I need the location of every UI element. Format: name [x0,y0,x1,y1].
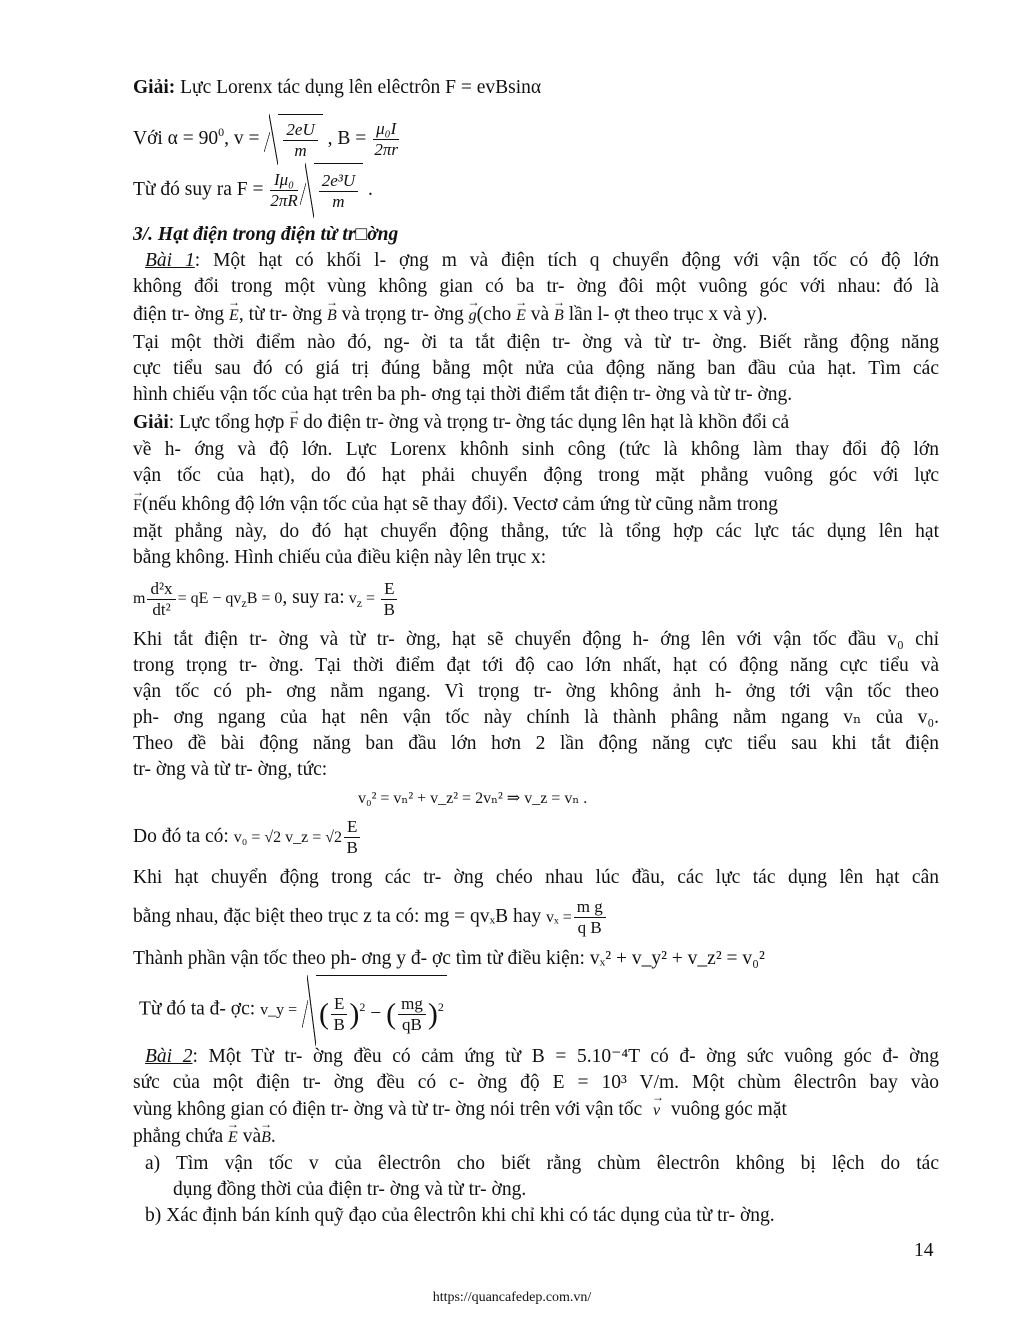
text: , B = [327,128,367,149]
footer-url: https://quancafedep.com.vn/ [432,1290,592,1305]
text: và trọng tr- ờng [341,304,464,325]
text: vuông góc mặt [671,1099,787,1120]
giai1-line-11 [133,731,939,757]
text: , từ tr- ờng [238,304,323,325]
vector-F: → F [289,411,298,437]
bai2-line-2 [133,1070,939,1096]
exercise-label: Bài 2 [145,1046,193,1067]
text: Do đó ta có: [133,826,229,847]
text: Tại một thời điểm nào đó, ng- ời ta tắt điện tr- ờng và từ tr- ờng. Biết rằng động năng [133,332,939,353]
superscript: 0 [218,125,225,139]
giai1-line-1 [133,410,789,437]
text: . [270,1126,276,1147]
giai1-line-8 [133,653,939,679]
giai1-line-5 [133,519,939,545]
section-title: 3/. Hạt điện trong điện từ tr□ờng [133,224,399,245]
text: , v = [224,128,260,149]
text: về h- ớng và độ lớn. Lực Lorenx khônh sinh công (tức là không làm thay đổi độ lớn [133,439,939,460]
subscript: z [241,596,247,610]
solution-heading: Giải [133,412,169,433]
equation-text: vₓ = [546,909,572,926]
fraction-numerator: E [344,817,360,838]
text: , suy ra: [282,587,345,608]
formula-line-2 [133,107,401,161]
fraction-denominator: B [346,838,358,858]
fraction-denominator: B [333,1015,345,1035]
text: . [368,179,373,200]
solution-line-1 [133,75,541,101]
equation-5 [139,975,447,1037]
exercise-label: Bài 1 [145,250,195,271]
fraction-numerator: E [381,579,397,600]
text: Thành phần vận tốc theo ph- ơng y đ- ợc tìm từ điều kiện: vₓ² + v_y² + v_z² = v₀² [133,948,765,969]
text: bằng không. Hình chiếu của điều kiện này lên trục x: [133,547,547,568]
text: Theo đề bài động năng ban đầu lớn hơn 2 lần động năng cực tiểu sau khi tắt điện [133,733,939,754]
equation-text: v_y = [260,1001,298,1019]
text: = [366,590,376,607]
bai1-line-6 [133,382,792,408]
bai1-line-1 [145,248,939,274]
text: và [530,304,550,325]
vector-g: → g [469,303,477,329]
text: sức của một điện tr- ờng đều có c- ờng độ E = 10³ V/m. Một chùm êlectrôn bay vào [133,1072,939,1093]
text: dụng đồng thời của điện tr- ờng và từ tr- ờng. [173,1179,527,1200]
sqrt [300,163,363,218]
text: = qE − qv [177,590,242,607]
sqrt: ( $\frac{E}{B}$ )$^2$ − ( $\frac{mg}{qB}$ )$^2$ [302,975,447,1046]
text: Với α = 90 [133,128,219,149]
vector-F: → F [133,493,142,519]
equation-2 [358,786,587,812]
giai1-line-4 [133,492,778,519]
fraction-numerator: 2eU [283,120,317,141]
solution-heading: Giải: [133,77,176,98]
bai2-item-b [145,1203,775,1229]
text: hình chiếu vận tốc của hạt trên ba ph- ơng tại thời điểm tắt điện tr- ờng và từ tr- ờng. [133,384,793,405]
text: Lực Lorenx tác dụng lên elêctrôn F = evBsinα [175,77,542,98]
text: Từ đó suy ra F = [133,179,264,200]
fraction-numerator: E [331,994,347,1015]
text: : Một hạt có khối l- ợng m và điện tích q chuyển động với vận tốc có độ lớn [194,250,939,271]
bai1-line-4 [133,330,939,356]
text: ph- ơng ngang của hạt nên vận tốc này chính là thành phâng nằm ngang vₙ của v₀. [133,707,939,728]
text: vận tốc của hạt), do đó hạt phải chuyển động trong mặt phẳng vuông góc với lực [133,465,939,486]
vector-E: → E [228,1125,238,1151]
fraction-numerator: d²x [147,579,175,600]
sqrt [264,114,322,165]
fraction-denominator: B [383,599,395,619]
text: (nếu không độ lớn vận tốc của hạt sẽ thay đổi). Vectơ cảm ứng từ cũng nằm trong [141,494,778,515]
vector-E: → E [229,303,239,329]
giai1-line-10 [133,705,939,731]
bai1-line-5 [133,356,939,382]
text: mặt phẳng này, do đó hạt chuyển động thẳng, tức là tổng hợp các lực tác dụng lên hạt [133,521,939,542]
text: vận tốc có ph- ơng nằm ngang. Vì trọng tr- ờng không ảnh h- ởng tới vận tốc theo [133,681,939,702]
giai1-line-6 [133,545,546,571]
subscript: z [356,596,363,610]
section-heading [133,222,398,248]
equation-text: v₀² = vₙ² + v_z² = 2vₙ² ⇒ v_z = vₙ . [358,790,588,807]
text: a) Tìm vận tốc v của êlectrôn cho biết rằng chùm êlectrôn không bị lệch do tác [145,1153,939,1174]
formula-line-3 [133,163,373,217]
text: cực tiểu sau đó có giá trị đúng bằng một nửa của động năng ban đầu của hạt. Tìm các [133,358,939,379]
fraction-denominator: dt² [152,599,171,619]
text: và [242,1126,262,1147]
giai1-line-15 [133,892,608,942]
bai2-line-4 [133,1124,276,1151]
fraction-numerator: 2e³U [319,171,358,192]
text: m [133,590,146,607]
text: tr- ờng và từ tr- ờng, tức: [133,759,328,780]
vector-E: → E [516,303,526,329]
text: Khi tắt điện tr- ờng và từ tr- ờng, hạt sẽ chuyển động h- ớng lên với vận tốc đầu v₀ chỉ [133,629,939,650]
fraction-denominator: m [294,141,307,161]
text: trong trọng tr- ờng. Tại thời điểm đạt tới độ cao lớn nhất, hạt có động năng cực tiểu và [133,655,939,676]
equation-3 [133,812,362,862]
bai2-item-a-1 [145,1151,939,1177]
vector-B: → B [327,303,337,329]
fraction-denominator: q B [577,918,602,938]
text: : Một Từ tr- ờng đều có cảm ứng từ B = 5.10⁻⁴T có đ- ờng sức vuông góc đ- ờng [192,1046,939,1067]
fraction-numerator: m g [574,897,606,918]
text: không đổi trong một vùng không gian có ba tr- ờng đôi một vuông góc với nhau: đó là [133,276,939,297]
text: do điện tr- ờng và trọng tr- ờng tác dụng lên hạt là khồn đổi cả [303,412,790,433]
giai1-line-12 [133,757,327,783]
bai1-line-2 [133,274,939,300]
fraction-numerator: μ₀I [373,119,399,140]
fraction-denominator: 2πR [270,191,298,211]
giai1-line-14 [133,865,939,891]
giai1-line-9 [133,679,939,705]
fraction-denominator: 2πr [374,140,398,160]
text: lần l- ợt theo trục x và y). [568,304,768,325]
vector-v: → v [653,1098,660,1124]
text: bằng nhau, đặc biệt theo trục z ta có: mg = qvₓB hay [133,906,542,927]
page-number: 14 [914,1240,934,1261]
fraction-denominator: qB [402,1015,422,1035]
fraction-numerator: mg [398,994,426,1015]
text: v [348,590,357,607]
vector-B: → B [554,303,564,329]
text: vùng không gian có điện tr- ờng và từ tr- ờng nói trên với vận tốc [133,1099,643,1120]
equation-1 [133,574,399,622]
text: : Lực tổng hợp [168,412,285,433]
bai2-line-1 [145,1044,939,1070]
equation-text: v₀ = √2 v_z = √2 [233,829,343,846]
bai2-item-a-2 [173,1177,526,1203]
text: Khi hạt chuyển động trong các tr- ờng chéo nhau lúc đầu, các lực tác dụng lên hạt cân [133,867,939,888]
text: b) Xác định bán kính quỹ đạo của êlectrôn khi chỉ khi có tác dụng của từ tr- ờng. [145,1205,775,1226]
fraction-denominator: m [332,192,345,212]
vector-B: → B [261,1125,271,1151]
text: điện tr- ờng [133,304,225,325]
bai1-line-3 [133,302,767,329]
text: phẳng chứa [133,1126,224,1147]
giai1-line-7 [133,627,939,653]
giai1-line-16 [133,946,765,972]
giai1-line-2 [133,437,939,463]
text: B = 0 [246,590,283,607]
text: Từ đó ta đ- ợc: [139,998,256,1020]
text: (cho [476,304,512,325]
fraction-numerator: Iμ₀ [270,170,297,191]
giai1-line-3 [133,463,939,489]
